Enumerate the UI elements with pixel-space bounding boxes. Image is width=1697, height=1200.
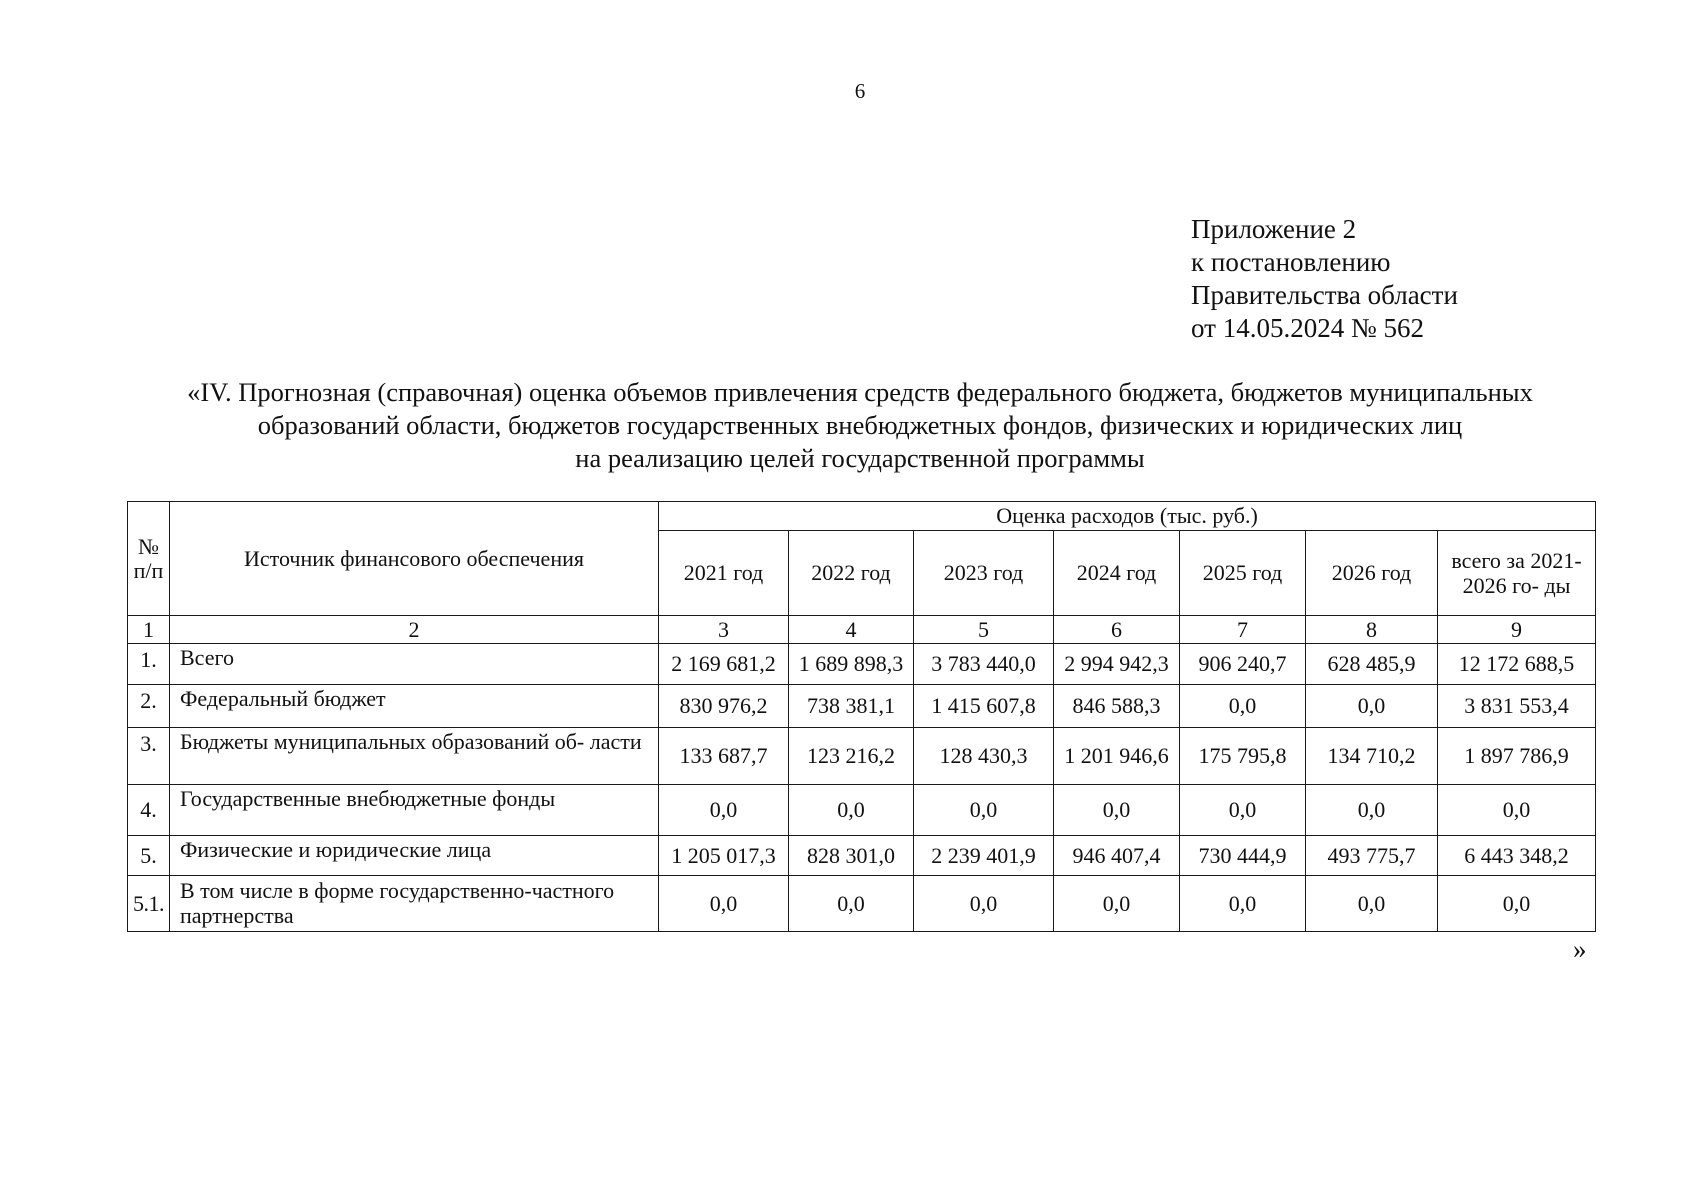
row-value: 946 407,4 xyxy=(1054,836,1180,876)
header-num: № п/п xyxy=(128,502,170,616)
appendix-line: Правительства области xyxy=(1191,280,1458,310)
row-value: 738 381,1 xyxy=(789,685,914,728)
column-number: 2 xyxy=(170,616,659,644)
row-value: 1 415 607,8 xyxy=(914,685,1054,728)
row-value: 828 301,0 xyxy=(789,836,914,876)
row-value: 0,0 xyxy=(789,785,914,836)
header-total: всего за 2021-2026 го- ды xyxy=(1438,531,1596,616)
row-value: 0,0 xyxy=(914,785,1054,836)
header-year: 2025 год xyxy=(1180,531,1306,616)
row-value: 12 172 688,5 xyxy=(1438,644,1596,685)
column-number: 6 xyxy=(1054,616,1180,644)
row-number: 3. xyxy=(128,728,170,785)
row-number: 1. xyxy=(128,644,170,685)
column-number: 5 xyxy=(914,616,1054,644)
table-row xyxy=(128,836,1596,876)
row-value: 906 240,7 xyxy=(1180,644,1306,685)
row-value: 2 994 942,3 xyxy=(1054,644,1180,685)
row-value: 0,0 xyxy=(1306,685,1438,728)
row-value: 0,0 xyxy=(1306,876,1438,932)
row-value: 628 485,9 xyxy=(1306,644,1438,685)
row-value: 0,0 xyxy=(1438,876,1596,932)
row-value: 133 687,7 xyxy=(659,728,789,785)
row-source: Бюджеты муниципальных образований об- ласти xyxy=(170,728,659,785)
row-value: 730 444,9 xyxy=(1180,836,1306,876)
financing-table xyxy=(127,501,1596,932)
closing-quote: » xyxy=(1573,934,1587,964)
column-number: 9 xyxy=(1438,616,1596,644)
row-value: 123 216,2 xyxy=(789,728,914,785)
table-row xyxy=(128,876,1596,932)
header-year: 2022 год xyxy=(789,531,914,616)
row-value: 1 897 786,9 xyxy=(1438,728,1596,785)
row-value: 493 775,7 xyxy=(1306,836,1438,876)
row-value: 0,0 xyxy=(789,876,914,932)
column-number: 8 xyxy=(1306,616,1438,644)
row-number: 2. xyxy=(128,685,170,728)
column-number: 4 xyxy=(789,616,914,644)
row-value: 0,0 xyxy=(914,876,1054,932)
table-row xyxy=(128,644,1596,685)
row-value: 128 430,3 xyxy=(914,728,1054,785)
row-value: 0,0 xyxy=(1180,785,1306,836)
column-number-row xyxy=(128,616,1596,644)
row-value: 0,0 xyxy=(1054,876,1180,932)
row-value: 175 795,8 xyxy=(1180,728,1306,785)
row-source: Физические и юридические лица xyxy=(170,836,659,876)
header-estimate: Оценка расходов (тыс. руб.) xyxy=(659,502,1596,531)
row-value: 0,0 xyxy=(1306,785,1438,836)
row-source: Государственные внебюджетные фонды xyxy=(170,785,659,836)
section-title-line: «IV. Прогнозная (справочная) оценка объемов привлечения средств федерального бюджета, бюджетов муниципальных xyxy=(187,377,1533,407)
table-row xyxy=(128,728,1596,785)
appendix-line: к постановлению xyxy=(1191,247,1391,277)
header-year: 2023 год xyxy=(914,531,1054,616)
section-title-line: на реализацию целей государственной программы xyxy=(575,443,1145,473)
row-value: 1 205 017,3 xyxy=(659,836,789,876)
column-number: 7 xyxy=(1180,616,1306,644)
header-source: Источник финансового обеспечения xyxy=(170,502,659,616)
row-value: 2 239 401,9 xyxy=(914,836,1054,876)
row-number: 5.1. xyxy=(128,876,170,932)
table-row xyxy=(128,685,1596,728)
header-year: 2026 год xyxy=(1306,531,1438,616)
row-value: 0,0 xyxy=(1054,785,1180,836)
row-value: 6 443 348,2 xyxy=(1438,836,1596,876)
row-source: Всего xyxy=(170,644,659,685)
row-value: 3 831 553,4 xyxy=(1438,685,1596,728)
header-year: 2024 год xyxy=(1054,531,1180,616)
header-year: 2021 год xyxy=(659,531,789,616)
row-value: 0,0 xyxy=(659,785,789,836)
row-value: 2 169 681,2 xyxy=(659,644,789,685)
row-value: 0,0 xyxy=(659,876,789,932)
row-value: 846 588,3 xyxy=(1054,685,1180,728)
page-number: 6 xyxy=(854,79,866,103)
row-value: 3 783 440,0 xyxy=(914,644,1054,685)
row-number: 5. xyxy=(128,836,170,876)
row-value: 1 201 946,6 xyxy=(1054,728,1180,785)
row-value: 830 976,2 xyxy=(659,685,789,728)
appendix-block xyxy=(1191,213,1458,345)
column-number: 1 xyxy=(128,616,170,644)
row-source: В том числе в форме государственно-частного партнерства xyxy=(170,876,659,932)
section-title-line: образований области, бюджетов государственных внебюджетных фондов, физических и юридических лиц xyxy=(257,410,1463,440)
row-value: 0,0 xyxy=(1180,876,1306,932)
appendix-line: Приложение 2 xyxy=(1191,214,1357,244)
header-row xyxy=(128,502,1596,531)
row-value: 0,0 xyxy=(1438,785,1596,836)
row-source: Федеральный бюджет xyxy=(170,685,659,728)
row-number: 4. xyxy=(128,785,170,836)
row-value: 1 689 898,3 xyxy=(789,644,914,685)
column-number: 3 xyxy=(659,616,789,644)
row-value: 0,0 xyxy=(1180,685,1306,728)
table-row xyxy=(128,785,1596,836)
row-value: 134 710,2 xyxy=(1306,728,1438,785)
appendix-date-line: от 14.05.2024 № 562 xyxy=(1191,313,1424,343)
section-title xyxy=(120,376,1600,475)
